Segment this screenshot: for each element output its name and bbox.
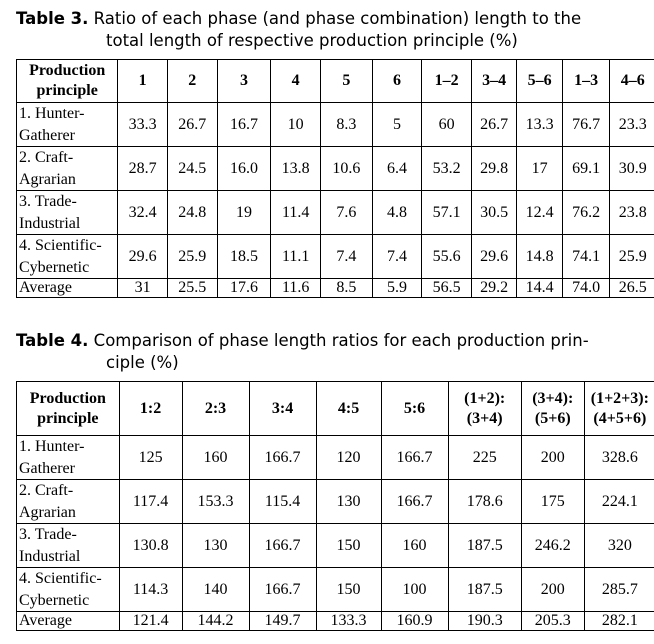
table-cell: 74.1: [562, 235, 610, 279]
table4-caption: [16, 330, 654, 374]
table3-header-cell: 1–2: [422, 60, 472, 103]
table-cell: 200: [521, 436, 584, 480]
table-cell: 25.5: [167, 279, 217, 298]
table-cell: 33.3: [118, 103, 168, 147]
table4-header-cell: 4:5: [316, 382, 381, 436]
table-cell: 17: [517, 147, 562, 191]
row-label: Average: [17, 279, 118, 298]
table-cell: 60: [422, 103, 472, 147]
table3-label: Table 3.: [16, 9, 89, 28]
table-cell: 11.6: [271, 279, 321, 298]
table-cell: 11.1: [271, 235, 321, 279]
table3: [16, 59, 654, 298]
table-row: [17, 147, 654, 191]
table-cell: 166.7: [249, 568, 316, 612]
table-cell: 25.9: [610, 235, 654, 279]
table-cell: 144.2: [182, 612, 249, 631]
table-cell: 125: [119, 436, 182, 480]
row-label: 2. Craft- Agrarian: [17, 147, 118, 191]
table-cell: 5: [372, 103, 422, 147]
table3-header-cell: 4: [271, 60, 321, 103]
table-cell: 120: [316, 436, 381, 480]
table-cell: 190.3: [448, 612, 521, 631]
table-cell: 10.6: [320, 147, 372, 191]
table-row: [17, 436, 654, 480]
table4: [16, 381, 654, 631]
table-cell: 7.6: [320, 191, 372, 235]
table-cell: 57.1: [422, 191, 472, 235]
table-cell: 150: [316, 568, 381, 612]
table-cell: 153.3: [182, 480, 249, 524]
table-cell: 55.6: [422, 235, 472, 279]
table-cell: 26.5: [610, 279, 654, 298]
table-cell: 200: [521, 568, 584, 612]
table-cell: 320: [584, 524, 654, 568]
table-cell: 23.8: [610, 191, 654, 235]
table-cell: 166.7: [381, 436, 448, 480]
table-cell: 74.0: [562, 279, 610, 298]
table-cell: 30.5: [471, 191, 516, 235]
table-cell: 24.8: [167, 191, 217, 235]
table3-caption-line2: total length of respective production principle (%): [106, 31, 518, 50]
table3-header-cell: 3: [217, 60, 271, 103]
table-cell: 114.3: [119, 568, 182, 612]
table-cell: 130.8: [119, 524, 182, 568]
table-cell: 187.5: [448, 524, 521, 568]
table-cell: 56.5: [422, 279, 472, 298]
table3-caption: [16, 8, 654, 52]
table-cell: 140: [182, 568, 249, 612]
table4-header-cell: 5:6: [381, 382, 448, 436]
table-cell: 187.5: [448, 568, 521, 612]
table-cell: 133.3: [316, 612, 381, 631]
table-cell: 8.5: [320, 279, 372, 298]
table4-caption-line2: ciple (%): [106, 353, 179, 372]
table-cell: 160.9: [381, 612, 448, 631]
table-cell: 178.6: [448, 480, 521, 524]
table-row: [17, 524, 654, 568]
table-cell: 328.6: [584, 436, 654, 480]
table-row: [17, 235, 654, 279]
table3-header-cell: 1: [118, 60, 168, 103]
table4-header-cell: (1+2+3): (4+5+6): [584, 382, 654, 436]
table-cell: 26.7: [471, 103, 516, 147]
table-cell: 25.9: [167, 235, 217, 279]
table-cell: 166.7: [249, 524, 316, 568]
table-cell: 115.4: [249, 480, 316, 524]
table4-header-cell: 3:4: [249, 382, 316, 436]
table3-header-cell: 3–4: [471, 60, 516, 103]
table4-header-cell: (1+2): (3+4): [448, 382, 521, 436]
table4-caption-line1: Comparison of phase length ratios for each production prin-: [93, 331, 589, 350]
table-row: [17, 191, 654, 235]
table-cell: 32.4: [118, 191, 168, 235]
table-cell: 130: [182, 524, 249, 568]
table-cell: 100: [381, 568, 448, 612]
table3-header-cell: 6: [372, 60, 422, 103]
table-cell: 29.6: [118, 235, 168, 279]
table-cell: 12.4: [517, 191, 562, 235]
table-cell: 130: [316, 480, 381, 524]
table-cell: 166.7: [381, 480, 448, 524]
table-cell: 30.9: [610, 147, 654, 191]
table-cell: 11.4: [271, 191, 321, 235]
table-cell: 14.4: [517, 279, 562, 298]
table-cell: 224.1: [584, 480, 654, 524]
table-cell: 31: [118, 279, 168, 298]
table-cell: 6.4: [372, 147, 422, 191]
table-cell: 17.6: [217, 279, 271, 298]
table-cell: 160: [182, 436, 249, 480]
table3-average-row: [17, 279, 654, 298]
table-cell: 205.3: [521, 612, 584, 631]
table-cell: 5.9: [372, 279, 422, 298]
row-label: 4. Scientific- Cybernetic: [17, 235, 118, 279]
row-label: 3. Trade- Industrial: [17, 191, 118, 235]
table-cell: 76.2: [562, 191, 610, 235]
table-cell: 13.3: [517, 103, 562, 147]
table-cell: 19: [217, 191, 271, 235]
row-label: 2. Craft- Agrarian: [17, 480, 120, 524]
table4-header-row: [17, 382, 654, 436]
table-cell: 246.2: [521, 524, 584, 568]
table3-header-cell: Production principle: [17, 60, 118, 103]
table3-header-cell: 1–3: [562, 60, 610, 103]
table-cell: 160: [381, 524, 448, 568]
table-cell: 285.7: [584, 568, 654, 612]
table-cell: 69.1: [562, 147, 610, 191]
table-cell: 28.7: [118, 147, 168, 191]
table4-label: Table 4.: [16, 331, 89, 350]
table4-header-cell: Production principle: [17, 382, 120, 436]
table-cell: 166.7: [249, 436, 316, 480]
table-cell: 8.3: [320, 103, 372, 147]
table-cell: 7.4: [372, 235, 422, 279]
table3-header-cell: 5: [320, 60, 372, 103]
table-cell: 117.4: [119, 480, 182, 524]
table-cell: 149.7: [249, 612, 316, 631]
table-cell: 76.7: [562, 103, 610, 147]
table-row: [17, 568, 654, 612]
table-cell: 7.4: [320, 235, 372, 279]
table-row: [17, 103, 654, 147]
table3-header-cell: 5–6: [517, 60, 562, 103]
table-cell: 282.1: [584, 612, 654, 631]
table-cell: 18.5: [217, 235, 271, 279]
table-cell: 24.5: [167, 147, 217, 191]
table3-caption-line1: Ratio of each phase (and phase combination) length to the: [93, 9, 582, 28]
row-label: 1. Hunter- Gatherer: [17, 103, 118, 147]
table4-header-cell: 2:3: [182, 382, 249, 436]
table-cell: 26.7: [167, 103, 217, 147]
row-label: 4. Scientific- Cybernetic: [17, 568, 120, 612]
table-cell: 175: [521, 480, 584, 524]
row-label: 1. Hunter- Gatherer: [17, 436, 120, 480]
table-cell: 29.6: [471, 235, 516, 279]
table-cell: 121.4: [119, 612, 182, 631]
table3-header-cell: 4–6: [610, 60, 654, 103]
table-cell: 225: [448, 436, 521, 480]
table-cell: 4.8: [372, 191, 422, 235]
table4-header-cell: 1:2: [119, 382, 182, 436]
table4-average-row: [17, 612, 654, 631]
table-row: [17, 480, 654, 524]
table-cell: 23.3: [610, 103, 654, 147]
table-cell: 16.7: [217, 103, 271, 147]
table3-header-cell: 2: [167, 60, 217, 103]
table-cell: 10: [271, 103, 321, 147]
row-label: Average: [17, 612, 120, 631]
table4-header-cell: (3+4): (5+6): [521, 382, 584, 436]
table-cell: 29.2: [471, 279, 516, 298]
table-cell: 29.8: [471, 147, 516, 191]
table3-header-row: [17, 60, 654, 103]
table-cell: 16.0: [217, 147, 271, 191]
table-cell: 14.8: [517, 235, 562, 279]
table-cell: 13.8: [271, 147, 321, 191]
row-label: 3. Trade- Industrial: [17, 524, 120, 568]
table-cell: 150: [316, 524, 381, 568]
table-cell: 53.2: [422, 147, 472, 191]
